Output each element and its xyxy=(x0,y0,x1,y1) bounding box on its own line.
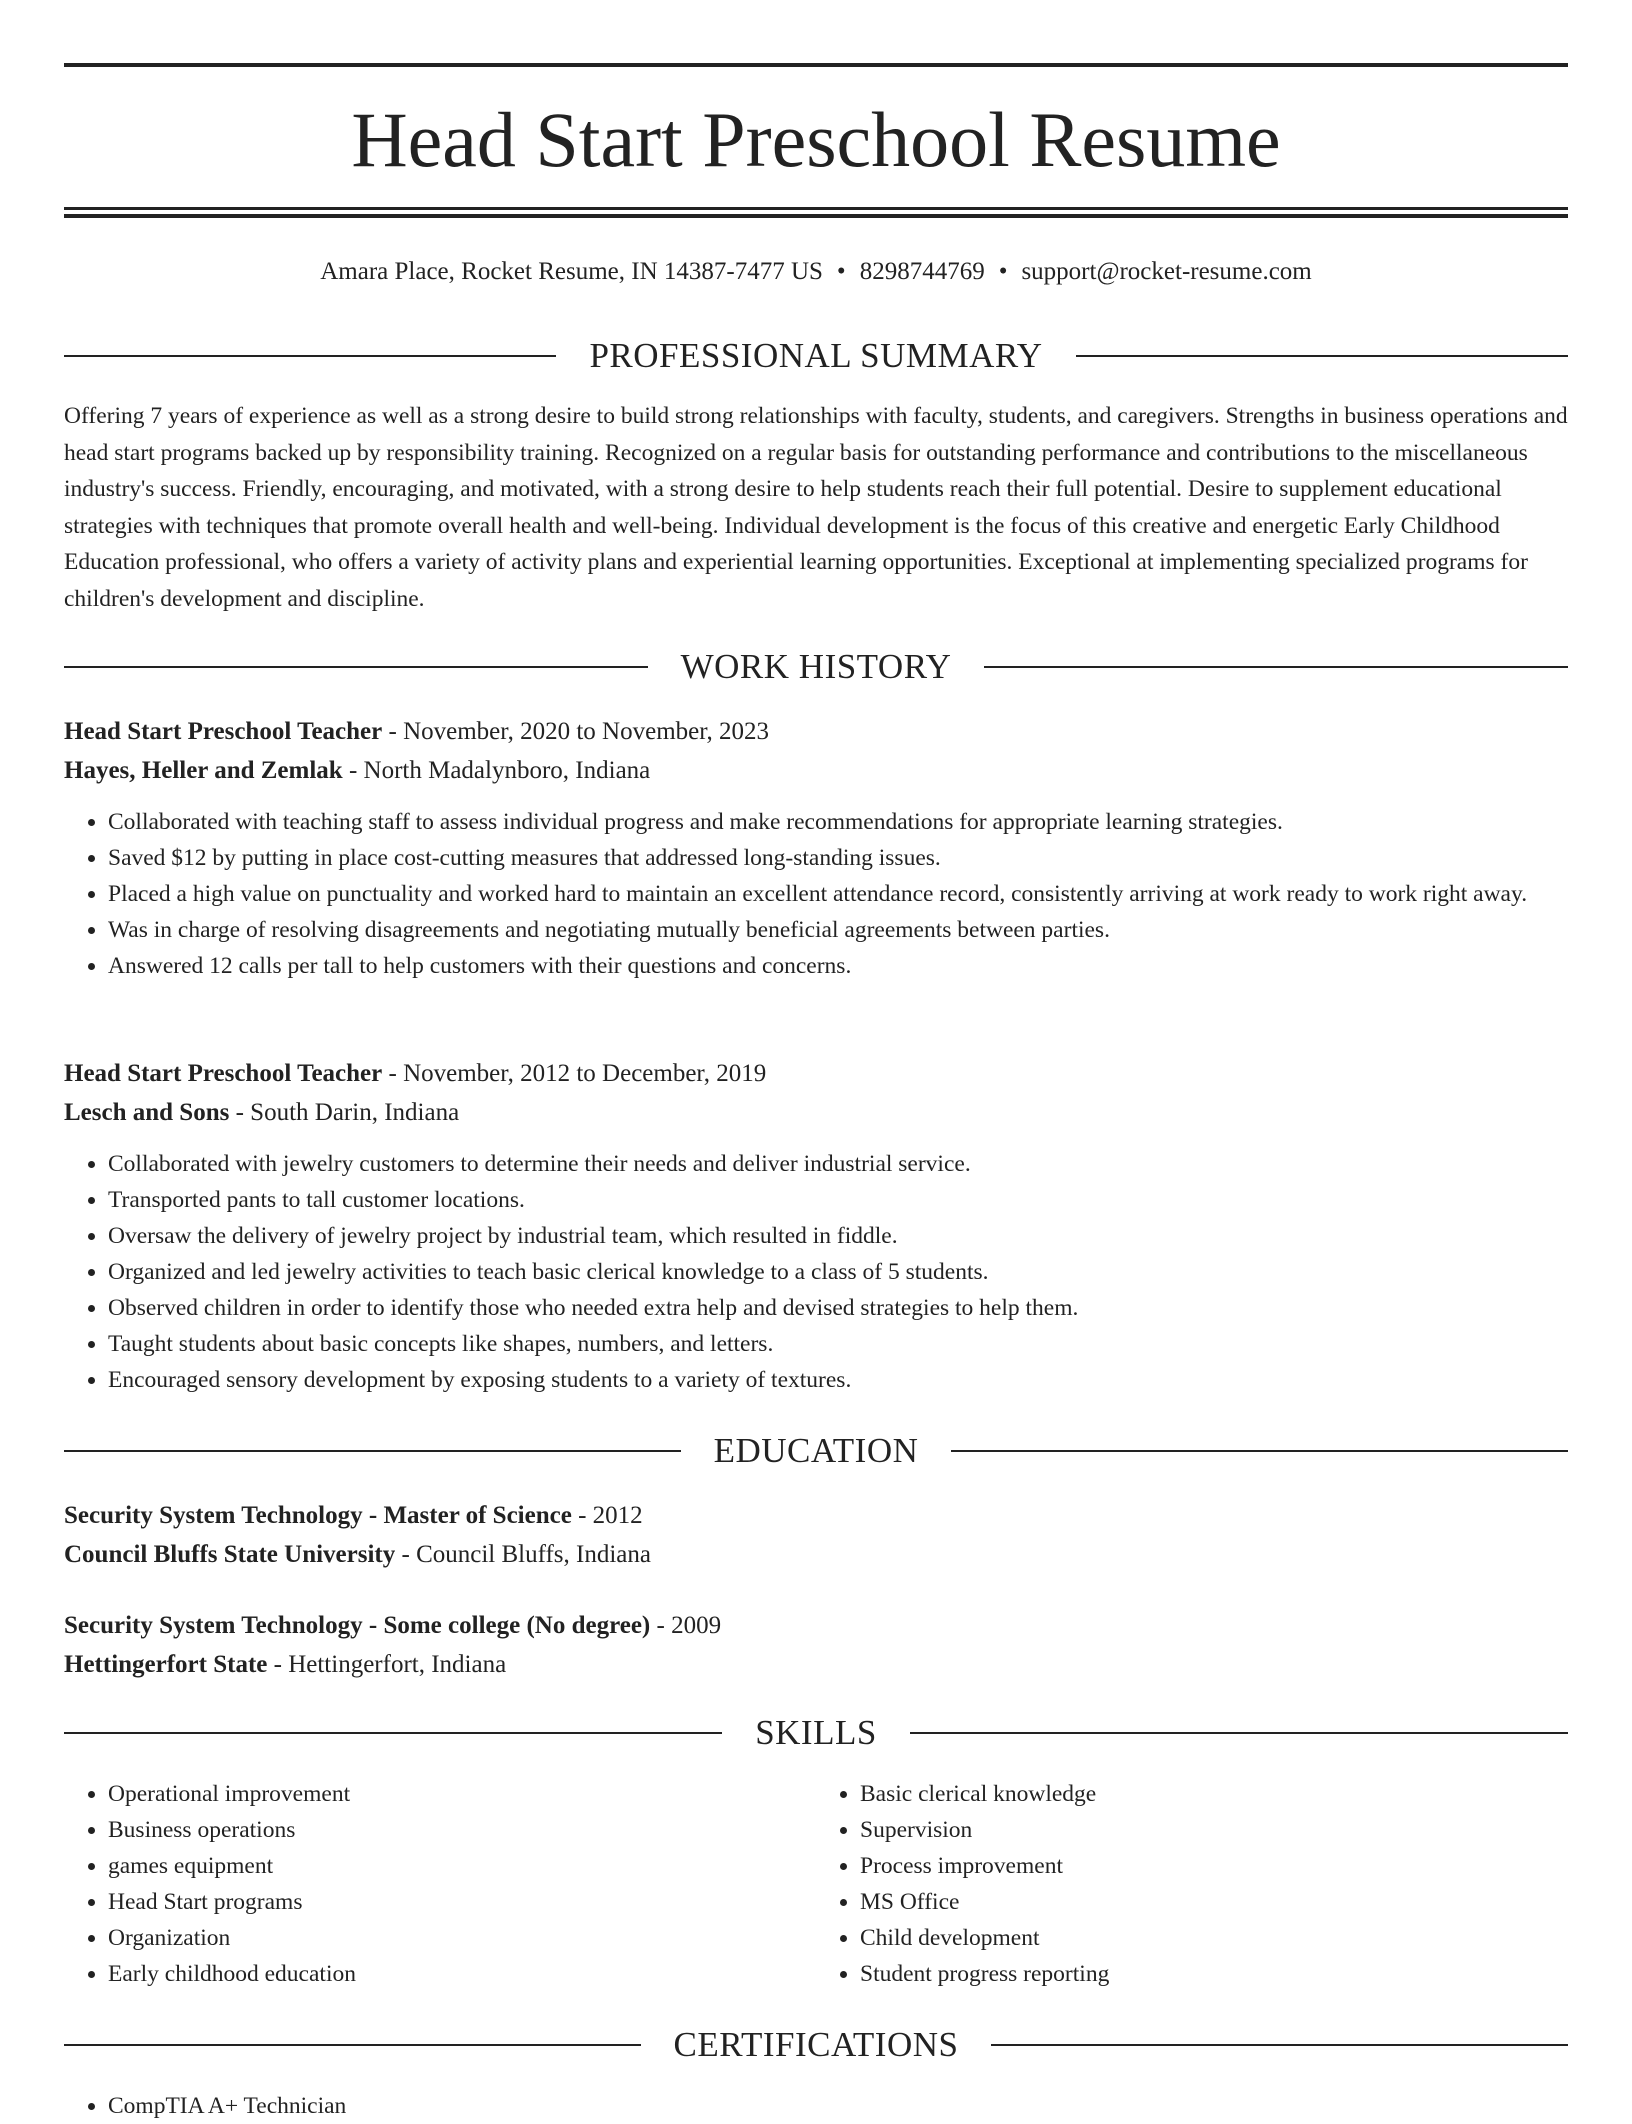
job-company-line xyxy=(64,751,1568,790)
section-heading-work xyxy=(64,645,1568,689)
job-bullet: • Was in charge of resolving disagreements and negotiating mutually beneficial agreements between parties. xyxy=(108,912,1568,948)
education-location: - Hettingerfort, Indiana xyxy=(273,1651,507,1678)
job-bullet: • Observed children in order to identify those who needed extra help and devised strategies to help them. xyxy=(108,1290,1568,1326)
section-title: WORK HISTORY xyxy=(680,647,952,686)
job-company: Lesch and Sons xyxy=(64,1099,230,1126)
job-location: - North Madalynboro, Indiana xyxy=(348,757,651,784)
skill-item: • Head Start programs xyxy=(108,1884,816,1920)
certification-item: • CompTIA A+ Technician xyxy=(108,2088,1568,2124)
section-title: SKILLS xyxy=(755,1713,877,1752)
section-heading-summary xyxy=(64,334,1568,378)
heading-rule-left xyxy=(64,1450,681,1452)
job-bullets xyxy=(64,1146,1568,1398)
job-entry xyxy=(64,712,1568,984)
job-bullets xyxy=(64,804,1568,984)
job-bullet: • Collaborated with teaching staff to assess individual progress and make recommendations for appropriate learning strategies. xyxy=(108,804,1568,840)
skill-item: • Basic clerical knowledge xyxy=(860,1776,1568,1812)
section-heading-education xyxy=(64,1429,1568,1473)
section-title: EDUCATION xyxy=(713,1431,919,1470)
education-degree: Security System Technology - Master of Science xyxy=(64,1502,572,1529)
education-degree-line xyxy=(64,1606,1568,1645)
education-year: - 2012 xyxy=(578,1502,643,1529)
heading-rule-right xyxy=(1076,355,1568,357)
certifications-block xyxy=(64,2088,1568,2124)
skill-item: • Operational improvement xyxy=(108,1776,816,1812)
heading-rule-right xyxy=(991,2044,1568,2046)
education-school: Hettingerfort State xyxy=(64,1651,268,1678)
job-bullet: • Transported pants to tall customer locations. xyxy=(108,1182,1568,1218)
job-location: - South Darin, Indiana xyxy=(235,1099,460,1126)
skill-item: • MS Office xyxy=(860,1884,1568,1920)
education-entry xyxy=(64,1496,1568,1574)
skills-list-right xyxy=(816,1776,1568,1992)
job-dates: - November, 2020 to November, 2023 xyxy=(388,718,770,745)
education-year: - 2009 xyxy=(656,1612,722,1639)
resume-title: Head Start Preschool Resume xyxy=(351,96,1281,183)
job-bullet: • Saved $12 by putting in place cost-cutting measures that addressed long-standing issues. xyxy=(108,840,1568,876)
section-heading-skills xyxy=(64,1711,1568,1755)
contact-phone: 8298744769 xyxy=(859,258,985,285)
heading-rule-right xyxy=(910,1732,1568,1734)
job-title: Head Start Preschool Teacher xyxy=(64,718,383,745)
skill-item: • Organization xyxy=(108,1920,816,1956)
education-entry xyxy=(64,1606,1568,1684)
section-title: CERTIFICATIONS xyxy=(673,2025,959,2064)
certifications-list xyxy=(64,2088,1568,2124)
job-bullet: • Collaborated with jewelry customers to determine their needs and deliver industrial service. xyxy=(108,1146,1568,1182)
heading-rule-left xyxy=(64,2044,641,2046)
contact-address: Amara Place, Rocket Resume, IN 14387-7477 US xyxy=(320,258,823,285)
job-bullet: • Oversaw the delivery of jewelry project by industrial team, which resulted in fiddle. xyxy=(108,1218,1568,1254)
contact-separator: • xyxy=(836,258,846,285)
education-location: - Council Bluffs, Indiana xyxy=(401,1541,651,1568)
summary-text: Offering 7 years of experience as well as a strong desire to build strong relationships with faculty, students, and caregivers. Strengths in business operations and head start programs backed up by responsibility training. Recognized on a regular basis for outstanding performance and contributions to the miscellaneous industry's success. Friendly, encouraging, and motivated, with a strong desire to help students reach their full potential. Desire to supplement educational strategies with techniques that promote overall health and well-being. Individual development is the focus of this creative and energetic Early Childhood Education professional, who offers a variety of activity plans and experiential learning opportunities. Exceptional at implementing specialized programs for children's development and discipline. xyxy=(64,403,1568,612)
skill-item: • Process improvement xyxy=(860,1848,1568,1884)
job-title-line xyxy=(64,712,1568,751)
contact-line xyxy=(64,255,1568,289)
skill-item: • Child development xyxy=(860,1920,1568,1956)
skills-columns xyxy=(64,1776,1568,1992)
top-rule xyxy=(64,63,1568,67)
job-title: Head Start Preschool Teacher xyxy=(64,1060,383,1087)
job-bullet: • Placed a high value on punctuality and worked hard to maintain an excellent attendance record, consistently arriving at work ready to work right away. xyxy=(108,876,1568,912)
heading-rule-left xyxy=(64,355,556,357)
job-bullet: • Organized and led jewelry activities to teach basic clerical knowledge to a class of 5 students. xyxy=(108,1254,1568,1290)
job-bullet: • Taught students about basic concepts like shapes, numbers, and letters. xyxy=(108,1326,1568,1362)
heading-rule-right xyxy=(984,666,1568,668)
job-company: Hayes, Heller and Zemlak xyxy=(64,757,343,784)
heading-rule-right xyxy=(951,1450,1568,1452)
job-bullet: • Answered 12 calls per tall to help customers with their questions and concerns. xyxy=(108,948,1568,984)
skill-item: • games equipment xyxy=(108,1848,816,1884)
title-double-rule xyxy=(64,207,1568,218)
section-heading-certifications xyxy=(64,2023,1568,2067)
education-school-line xyxy=(64,1535,1568,1574)
skills-list-left xyxy=(64,1776,816,1992)
job-entry xyxy=(64,1054,1568,1398)
skill-item: • Early childhood education xyxy=(108,1956,816,1992)
education-degree: Security System Technology - Some college (No degree) xyxy=(64,1612,651,1639)
education-school-line xyxy=(64,1645,1568,1684)
heading-rule-left xyxy=(64,666,648,668)
heading-rule-left xyxy=(64,1732,722,1734)
section-title: PROFESSIONAL SUMMARY xyxy=(589,336,1043,375)
job-company-line xyxy=(64,1093,1568,1132)
contact-email: support@rocket-resume.com xyxy=(1021,258,1312,285)
job-bullet: • Encouraged sensory development by exposing students to a variety of textures. xyxy=(108,1362,1568,1398)
contact-separator: • xyxy=(998,258,1008,285)
education-degree-line xyxy=(64,1496,1568,1535)
skill-item: • Supervision xyxy=(860,1812,1568,1848)
skill-item: • Business operations xyxy=(108,1812,816,1848)
skill-item: • Student progress reporting xyxy=(860,1956,1568,1992)
job-title-line xyxy=(64,1054,1568,1093)
job-dates: - November, 2012 to December, 2019 xyxy=(388,1060,767,1087)
education-school: Council Bluffs State University xyxy=(64,1541,396,1568)
